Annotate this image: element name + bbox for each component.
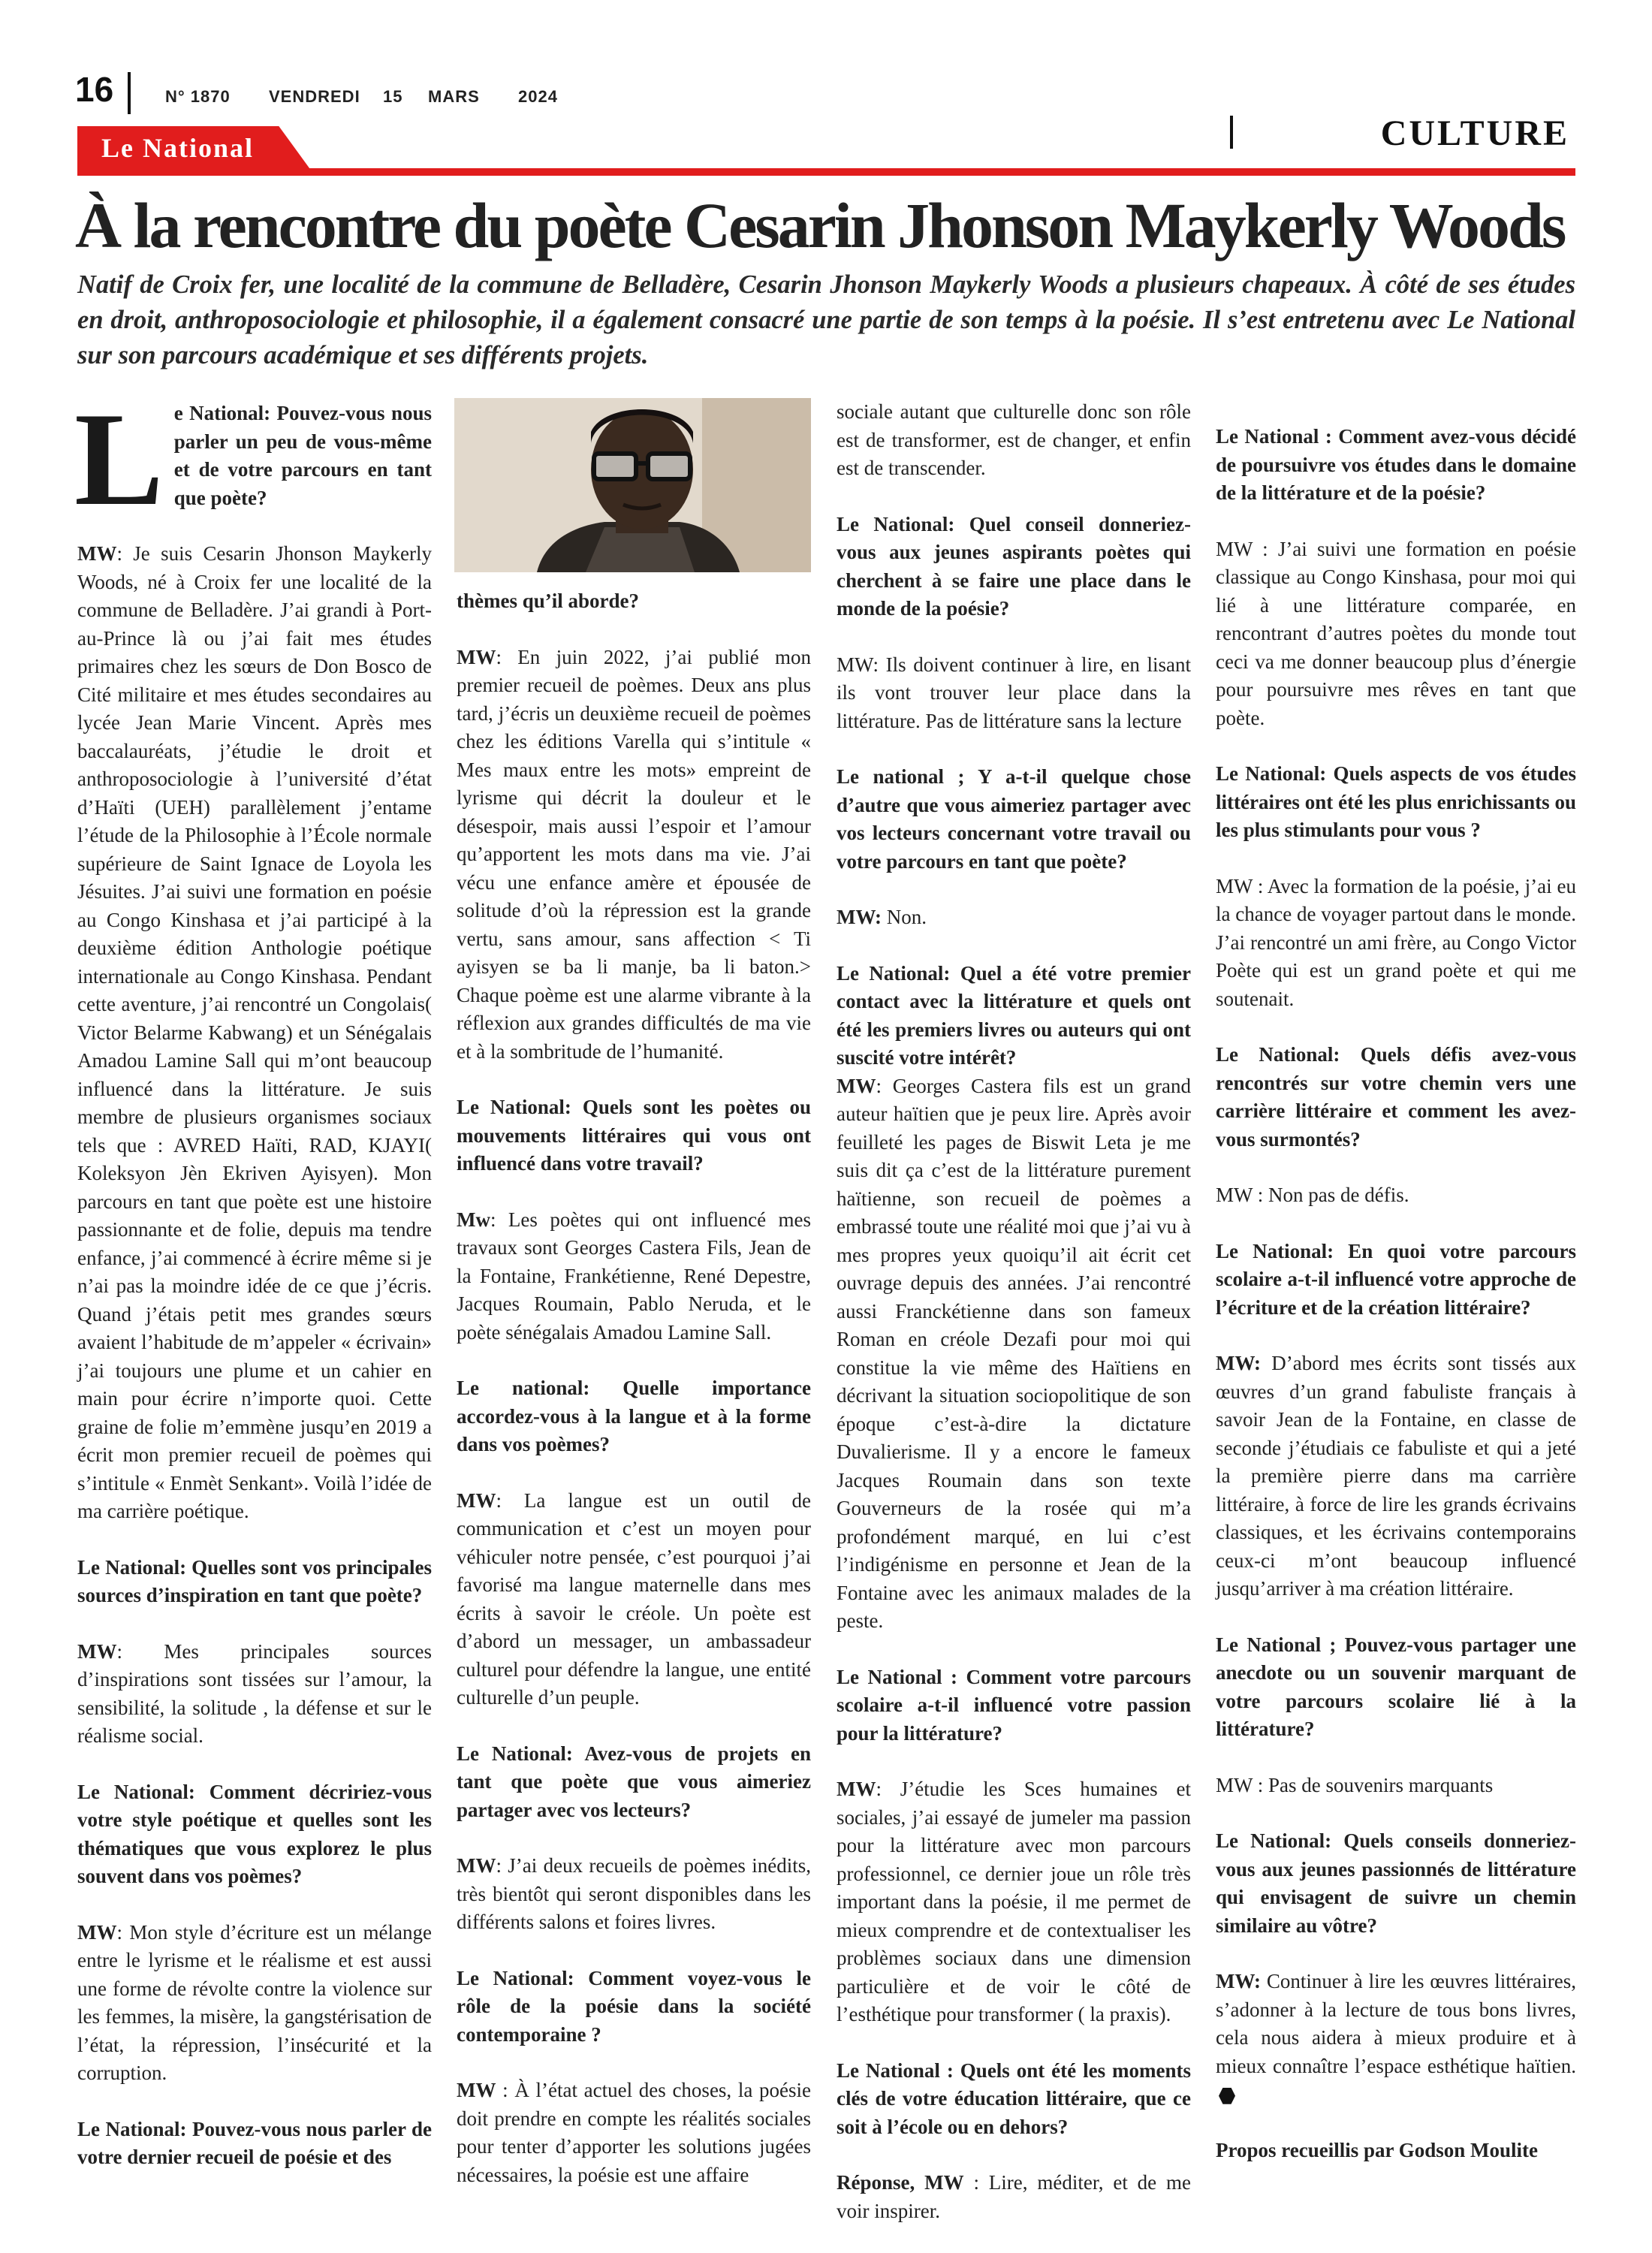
question: Le National: Quel conseil donneriez-vous aux jeunes aspirants poètes qui cherchent à se faire une place dans le monde de la poésie?	[837, 512, 1191, 620]
answer: : Lire, méditer, et de me voir inspirer.	[837, 2171, 1191, 2222]
question: Le National : Comment votre parcours scolaire a-t-il influencé votre passion pour la littérature?	[837, 1665, 1191, 1745]
question: Le National: Quels sont les poètes ou mouvements littéraires qui vous ont influencé dans votre travail?	[457, 1096, 811, 1175]
article-column-1	[74, 385, 432, 2172]
article-column-2	[457, 587, 811, 2189]
answer: Non.	[882, 906, 927, 928]
answer-label: MW	[837, 1074, 876, 1097]
answer: MW : J’ai suivi une formation en poésie classique au Congo Kinshasa, pour moi qui lié à une littérature comparée, en rencontrant d’autres poètes du monde tout ceci va me donner beaucoup plus d’énergie pour poursuivre mes rêves en tant que poète.	[1216, 537, 1576, 729]
issue-year: 2024	[518, 87, 558, 106]
answer-label: MW	[77, 1920, 117, 1944]
question: e National: Pouvez-vous nous parler un peu de vous-même et de votre parcours en tant que poète?	[173, 402, 432, 509]
answer: : Georges Castera fils est un grand auteur haïtien que je peux lire. Après avoir feuilleté les pages de Biswit Leta je me suis dit ça c’est de la littérature purement haïtienne, son recueil de poèmes a embrassé toute une réalité moi que j’ai vu à mes propres yeux quoiqu’il ait écrit cet ouvrage depuis des années. J’ai rencontré aussi Franckétienne dans son fameux Roman en créole Dezafi pour moi qui constitue la vie même des Haïtiens en décrivant la situation sociopolitique de son époque c’est-à-dire la dictature Duvalierisme. Il y a encore le fameux Jacques Roumain dans son texte Gouverneurs de la rosée qui m’a profondément marqué, en lui c’est l’indigénisme en personne et Jean de la Fontaine avec les animaux malades de la peste.	[837, 1074, 1191, 1632]
article-lead: Natif de Croix fer, une localité de la commune de Belladère, Cesarin Jhonson Maykerly Woods a plusieurs chapeaux. À côté de ses études en droit, anthroposociologie et philosophie, il a également consacré une partie de son temps à la poésie. Il s’est entretenu avec Le National sur son parcours académique et ses différents projets.	[77, 270, 1575, 369]
article-column-3	[837, 398, 1191, 2225]
answer-label: MW	[457, 645, 496, 668]
header-rule	[77, 168, 1575, 176]
answer-label: MW:	[1216, 1970, 1261, 1992]
question: Le National: Quelles sont vos principales sources d’inspiration en tant que poète?	[77, 1555, 432, 1606]
question: thèmes qu’il aborde?	[457, 590, 639, 612]
issue-date: 15	[383, 87, 403, 106]
question: Le National: Avez-vous de projets en tant que poète que vous aimeriez partager avec vos lecteurs?	[457, 1742, 811, 1821]
answer: : Mon style d’écriture est un mélange entre le lyrisme et le réalisme et est aussi une forme de révolte contre la violence sur les femmes, la misère, la gangstérisation de l’état, la répression, l’insécurité et la corruption.	[77, 1920, 432, 2084]
portrait-photo	[454, 398, 811, 572]
header-divider	[128, 72, 131, 114]
section-divider	[1230, 116, 1233, 149]
issue-day: VENDREDI	[269, 87, 360, 106]
answer-label: MW:	[1216, 1352, 1261, 1374]
answer: MW: Ils doivent continuer à lire, en lisant ils vont trouver leur place dans la littérature. Pas de littérature sans la lecture	[837, 653, 1191, 732]
byline: Propos recueillis par Godson Moulite	[1216, 2138, 1539, 2161]
answer: : Les poètes qui ont influencé mes travaux sont Georges Castera Fils, Jean de la Fontaine, Frankétienne, René Depestre, Jacques Roumain, Pablo Neruda, et le poète sénégalais Amadou Lamine Sall.	[457, 1208, 811, 1344]
question: Le National: Comment voyez-vous le rôle de la poésie dans la société contemporaine ?	[457, 1966, 811, 2046]
question: Le National: Pouvez-vous nous parler de votre dernier recueil de poésie et des	[77, 2117, 432, 2168]
answer-label: MW	[457, 2079, 496, 2101]
question: Le National: Quels défis avez-vous rencontrés sur votre chemin vers une carrière littéraire et comment les avez-vous surmontés?	[1216, 1043, 1576, 1151]
question: Le national: Quelle importance accordez-vous à la langue et à la forme dans vos poèmes?	[457, 1377, 811, 1455]
page-number: 16	[75, 70, 114, 109]
answer-label: MW	[457, 1854, 496, 1877]
answer-label: MW	[77, 1639, 117, 1663]
section-title: CULTURE	[1380, 113, 1569, 153]
end-mark-icon	[1219, 2088, 1235, 2104]
masthead-tag: Le National	[101, 133, 255, 163]
answer-label: MW	[837, 1778, 876, 1800]
answer: : Mes principales sources d’inspirations sont tissées sur l’amour, la sensibilité, la solitude , la défense et sur le réalisme social.	[77, 1639, 432, 1747]
answer: : En juin 2022, j’ai publié mon premier recueil de poèmes. Deux ans plus tard, j’écris un deuxième recueil de poèmes chez les éditions Varella qui s’intitule « Mes maux entre les mots» empreint de lyrisme qui décrit la douleur et le désespoir, mais aussi l’espoir et l’amour qu’apportent les mots dans ma vie. J’ai vécu une enfance amère et épousée de solitude d’où la répression est la grande vertu, sans amour, sans affection < Ti ayisyen se ba li manje, ba li baton.> Chaque poème est une alarme vibrante à la réflexion aux grandes difficultés de ma vie et à la sombritude de l’humanité.	[457, 645, 811, 1063]
answer-label: Réponse, MW	[837, 2171, 964, 2194]
answer: Continuer à lire les œuvres littéraires, s’adonner à la lecture de tous bons livres, cela nous aidera à mieux produire et à mieux connaître l’espace esthétique haïtien.	[1216, 1970, 1576, 2077]
answer: : J’ai deux recueils de poèmes inédits, très bientôt qui seront disponibles dans les différents salons et foires livres.	[457, 1854, 811, 1933]
question: Le National: Comment décririez-vous votre style poétique et quelles sont les thématiques que vous explorez le plus souvent dans vos poèmes?	[77, 1780, 432, 1887]
answer: MW : Pas de souvenirs marquants	[1216, 1773, 1494, 1796]
answer: MW : Avec la formation de la poésie, j’ai eu la chance de voyager partout dans le monde. J’ai rencontré un ami frère, au Congo Victor Poète qui est un grand poète et qui me soutenait.	[1216, 874, 1576, 1010]
portrait-illustration	[454, 398, 811, 572]
answer-label: MW:	[837, 906, 882, 928]
question: Le National ; Pouvez-vous partager une anecdote ou un souvenir marquant de votre parcours scolaire lié à la littérature?	[1216, 1633, 1576, 1740]
page-title: À la rencontre du poète Cesarin Jhonson Maykerly Woods	[75, 189, 1565, 261]
question: Le national ; Y a-t-il quelque chose d’autre que vous aimeriez partager avec vos lecteurs concernant votre travail ou votre parcours en tant que poète?	[837, 765, 1191, 873]
answer-label: MW	[77, 542, 117, 565]
answer: : J’étudie les Sces humaines et sociales, j’ai essayé de jumeler ma passion pour la littérature avec mon parcours professionnel, ce dernier joue un rôle très important dans la poésie, il me permet de mieux comprendre et de contextualiser les problèmes sociaux dans une dimension particulière et de voir le côté de l’esthétique pour transformer ( la praxis).	[837, 1778, 1191, 2025]
answer: : Je suis Cesarin Jhonson Maykerly Woods, né à Croix fer une localité de la commune de Belladère. J’ai grandi à Port-au-Prince là ou j’ai fait mes études primaires chez les sœurs de Don Bosco de Cité militaire et mes études secondaires au lycée Jean Marie Vincent. Après mes baccalauréats, j’étudie le droit et anthroposociologie à l’université d’état d’Haïti (UEH) parallèlement j’entame l’étude de la Philosophie à l’École normale supérieure de Saint Ignace de Loyola les Jésuites. J’ai suivi une formation en poésie au Congo Kinshasa et j’ai participé à la deuxième édition Anthologie poétique internationale au Congo Kinshasa. Pendant cette aventure, j’ai rencontré un Congolais( Victor Belarme Kabwang) et un Sénégalais Amadou Lamine Sall qui m’ont beaucoup influencé dans la littérature. Je suis membre de plusieurs organismes sociaux tels que : AVRED Haïti, RAD, KJAYI( Koleksyon Jèn Ekriven Ayisyen). Mon parcours en tant que poète est une histoire passionnante et de folie, depuis ma tendre enfance, j’ai commencé à écrire même si je n’ai pas la moindre idée de ce que j’écris. Quand j’étais petit mes grandes sœurs avaient l’habitude de m’appeler « écrivain» j’ai toujours une plume et un cahier en main pour écrire n’importe quoi. Cette graine de folie m’emmène jusqu’en 2019 a écrit mon premier recueil de poèmes qui s’intitule « Enmèt Senkant». Voilà l’idée de ma carrière poétique.	[77, 542, 432, 1522]
answer: sociale autant que culturelle donc son rôle est de transformer, est de changer, et enfin est de transcender.	[837, 400, 1191, 479]
answer-label: Mw	[457, 1208, 490, 1231]
article-column-4	[1216, 423, 1576, 2164]
issue-month: MARS	[428, 87, 480, 106]
answer-label: MW	[457, 1488, 496, 1512]
issue-number: N° 1870	[165, 87, 231, 106]
question: Le National : Comment avez-vous décidé de poursuivre vos études dans le domaine de la littérature et de la poésie?	[1216, 425, 1576, 504]
question: Le National: Quel a été votre premier contact avec la littérature et quels ont été les premiers livres ou auteurs qui ont suscité votre intérêt?	[837, 961, 1191, 1069]
answer: MW : Non pas de défis.	[1216, 1184, 1409, 1206]
answer: : À l’état actuel des choses, la poésie doit prendre en compte les réalités sociales pour tenter d’apporter les solutions jugées nécessaires, la poésie est une affaire	[457, 2079, 811, 2186]
question: Le National: Quels conseils donneriez-vous aux jeunes passionnés de littérature qui envisagent de suivre un chemin similaire au vôtre?	[1216, 1829, 1576, 1937]
question: Le National: En quoi votre parcours scolaire a-t-il influencé votre approche de l’écriture et de la création littéraire?	[1216, 1239, 1576, 1319]
answer: D’abord mes écrits sont tissés aux œuvres d’un grand fabuliste français à savoir Jean de la Fontaine, en classe de seconde j’étudiais ce fabuliste et qui a jeté la première pierre dans ma carrière littéraire, à force de lire les grands écrivains classiques, et les écrivains contemporains ceux-ci m’ont beaucoup influencé jusqu’arriver à ma création littéraire.	[1216, 1352, 1576, 1600]
answer: : La langue est un outil de communication et c’est un moyen pour véhiculer notre pensée, c’est pourquoi j’ai favorisé ma langue maternelle dans mes écrits à savoir le créole. Un poète est d’abord un messager, un ambassadeur culturel pour défendre la langue, une entité culturelle d’un peuple.	[457, 1488, 811, 1709]
question: Le National : Quels ont été les moments clés de votre éducation littéraire, que ce soit à l’école ou en dehors?	[837, 2058, 1191, 2138]
drop-cap: L	[74, 385, 164, 533]
question: Le National: Quels aspects de vos études littéraires ont été les plus enrichissants ou les plus stimulants pour vous ?	[1216, 762, 1576, 841]
